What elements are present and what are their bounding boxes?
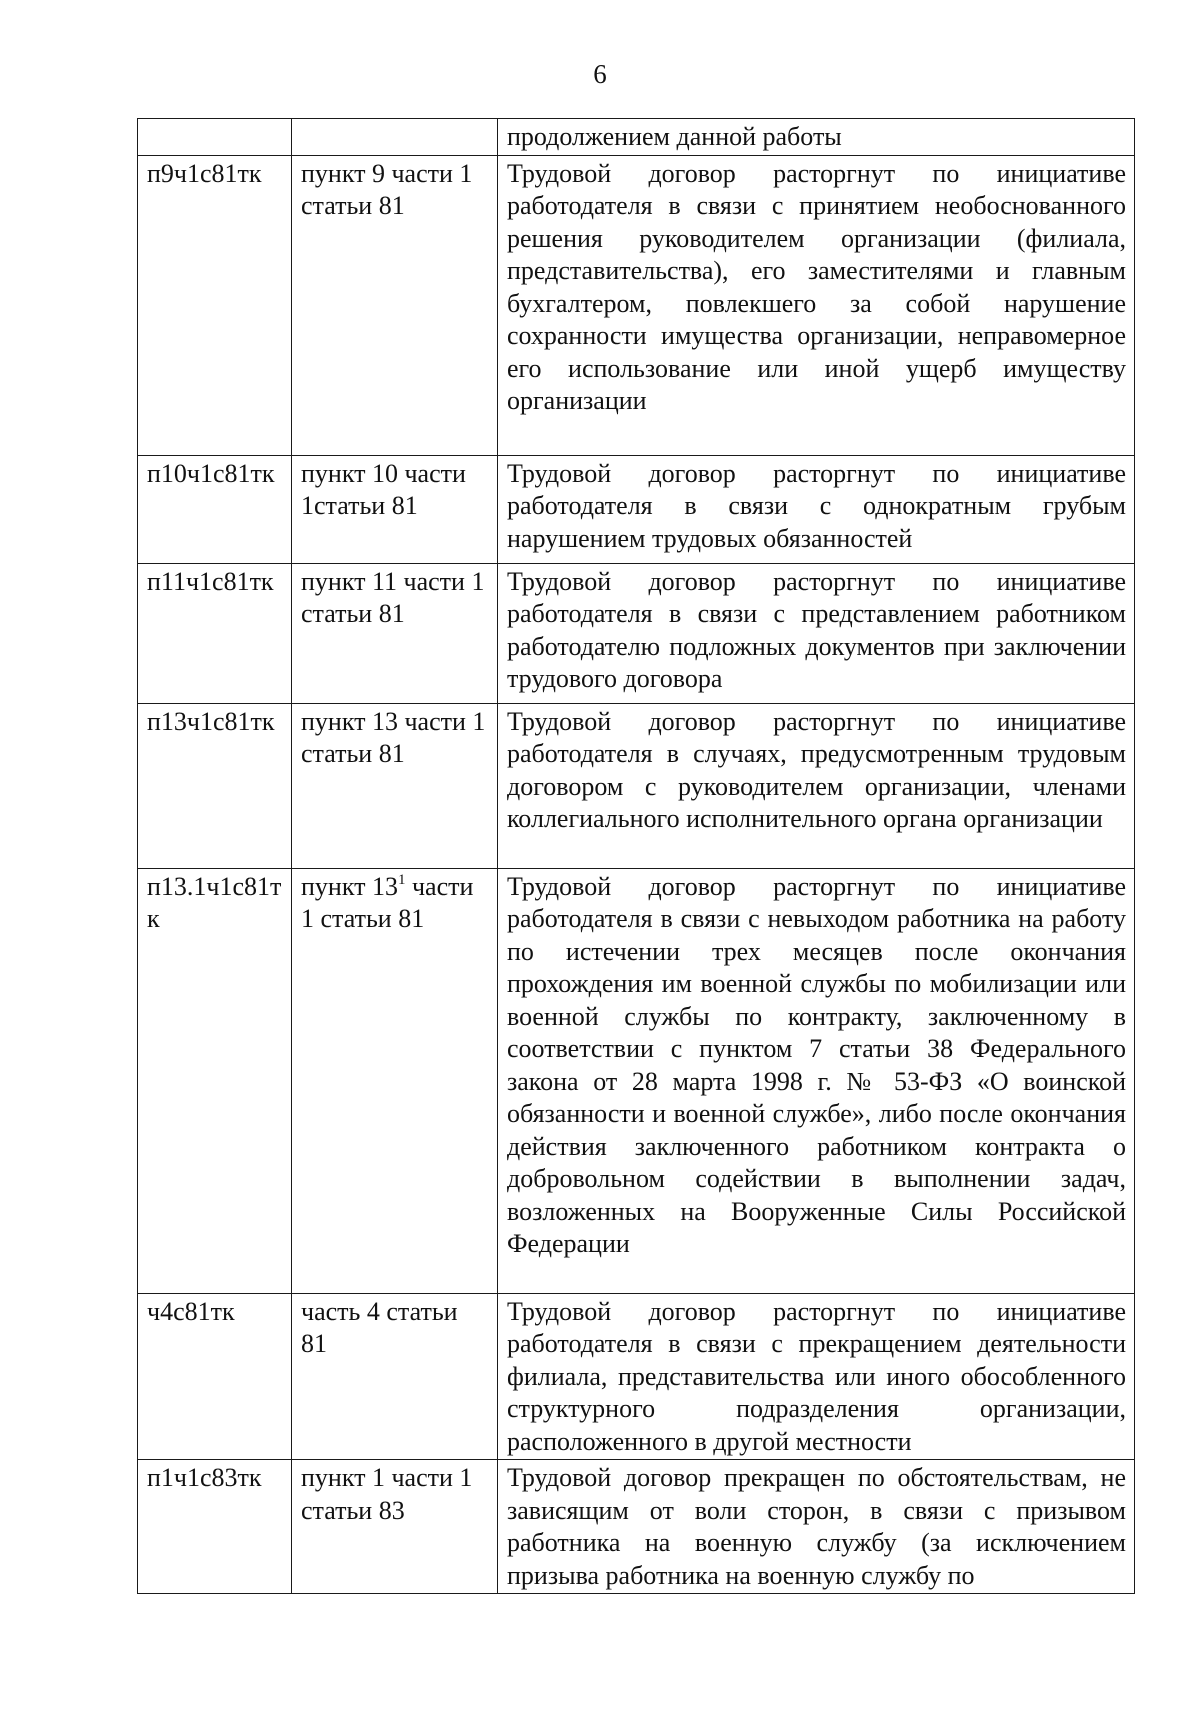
row-article-reference: пункт 1 части 1 статьи 83	[292, 1460, 498, 1594]
table-row	[138, 155, 1135, 455]
row-code: ч4с81тк	[138, 1293, 292, 1460]
row-code: п11ч1с81тк	[138, 563, 292, 703]
row-description: продолжением данной работы	[498, 119, 1135, 156]
row-description: Трудовой договор расторгнут по инициативе работодателя в связи с прекращением деятельности филиала, представительства или иного обособленного структурного подразделения организации, расположенного в другой местности	[498, 1293, 1135, 1460]
row-description: Трудовой договор прекращен по обстоятельствам, не зависящим от воли сторон, в связи с призывом работника на военную службу (за исключением призыва работника на военную службу по	[498, 1460, 1135, 1594]
row-article-reference: пункт 13 части 1 статьи 81	[292, 703, 498, 868]
reference-text-continued: части 1 статьи 81	[301, 871, 474, 933]
row-code: п10ч1с81тк	[138, 455, 292, 563]
table-row	[138, 1293, 1135, 1460]
row-code: п9ч1с81тк	[138, 155, 292, 455]
row-article-reference: часть 4 статьи 81	[292, 1293, 498, 1460]
reference-superscript: 1	[397, 871, 406, 888]
row-code: п1ч1с83тк	[138, 1460, 292, 1594]
row-article-reference	[292, 868, 498, 1293]
table-row	[138, 868, 1135, 1293]
row-article-reference: пункт 9 части 1 статьи 81	[292, 155, 498, 455]
table-row	[138, 1460, 1135, 1594]
row-description: Трудовой договор расторгнут по инициативе работодателя в связи с принятием необоснованного решения руководителем организации (филиала, представительства), его заместителями и главным бухгалтером, повлекшего за собой нарушение сохранности имущества организации, неправомерное его использование или иной ущерб имуществу организации	[498, 155, 1135, 455]
row-article-reference	[292, 119, 498, 156]
row-code: п13.1ч1с81тк	[138, 868, 292, 1293]
row-code	[138, 119, 292, 156]
row-code: п13ч1с81тк	[138, 703, 292, 868]
row-article-reference: пункт 11 части 1 статьи 81	[292, 563, 498, 703]
reference-text: пункт 13	[301, 871, 398, 901]
row-description: Трудовой договор расторгнут по инициативе работодателя в связи с однократным грубым нарушением трудовых обязанностей	[498, 455, 1135, 563]
table-row	[138, 563, 1135, 703]
row-description: Трудовой договор расторгнут по инициативе работодателя в связи с представлением работником работодателю подложных документов при заключении трудового договора	[498, 563, 1135, 703]
reason-codes-table	[137, 118, 1135, 1594]
row-article-reference: пункт 10 части 1статьи 81	[292, 455, 498, 563]
table-row	[138, 455, 1135, 563]
row-description: Трудовой договор расторгнут по инициативе работодателя в связи с невыходом работника на работу по истечении трех месяцев после окончания прохождения им военной службы по мобилизации или военной службы по контракту, заключенному в соответствии с пунктом 7 статьи 38 Федерального закона от 28 марта 1998 г. № 53-ФЗ «О воинской обязанности и военной службе», либо после окончания действия заключенного работником контракта о добровольном содействии в выполнении задач, возложенных на Вооруженные Силы Российской Федерации	[498, 868, 1135, 1293]
table-row	[138, 703, 1135, 868]
table-row	[138, 119, 1135, 156]
page-number: 6	[593, 59, 607, 89]
row-description: Трудовой договор расторгнут по инициативе работодателя в случаях, предусмотренным трудовым договором с руководителем организации, членами коллегиального исполнительного органа организации	[498, 703, 1135, 868]
